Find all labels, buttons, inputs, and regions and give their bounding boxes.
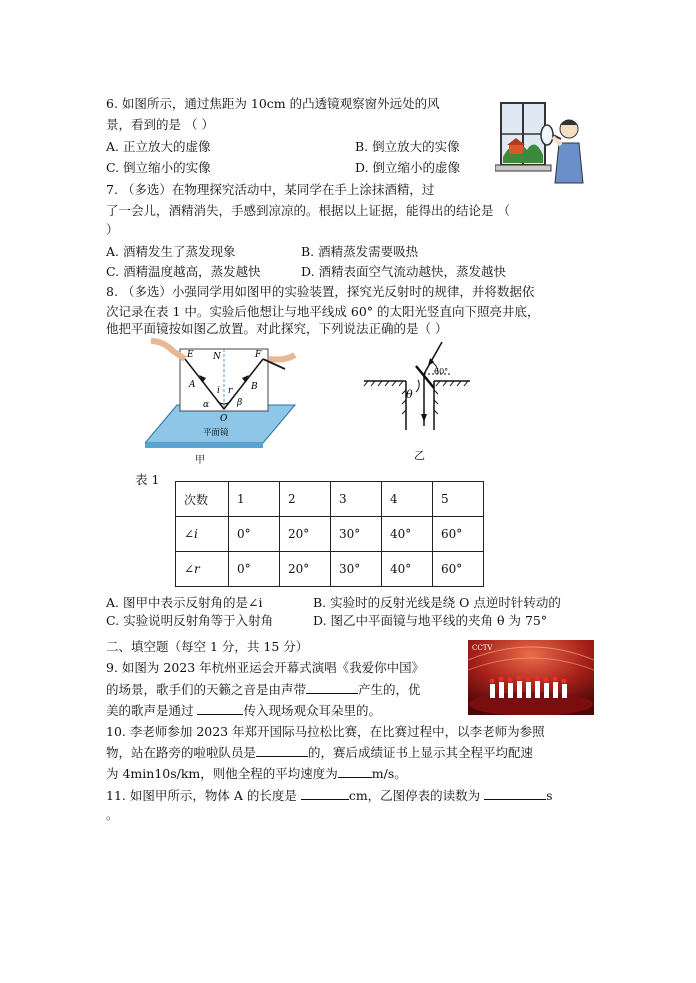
reflection-apparatus-figure [145,335,305,463]
q6-stem-line1: 6. 如图所示，通过焦距为 10cm 的凸透镜观察窗外远处的风 [106,96,440,111]
q7-option-c: C. 酒精温度越高，蒸发越快 [106,264,261,279]
table-cell: 60° [433,552,484,587]
fig-jia-label-r: r [228,386,233,396]
q10-stem-line2 [106,744,533,762]
table-cell: 20° [280,552,331,587]
reflection-data-table [175,481,484,587]
table-cell: 20° [280,517,331,552]
fig-jia-label-alpha: α [203,400,210,410]
fig-jia-caption: 甲 [195,455,205,466]
cctv-logo: CCTV [472,644,493,652]
fig-jia-label-b: B [251,382,258,392]
q7-option-b: B. 酒精蒸发需要吸热 [301,244,419,259]
answer-blank[interactable] [306,681,358,694]
q10-text: 的，赛后成绩证书上显示其全程平均配速 [308,745,534,760]
section-fill-blank-title: 二、填空题（每空 1 分，共 15 分） [106,639,309,654]
fig-jia-label-e: E [187,350,194,360]
fig-jia-label-i: i [217,386,220,396]
answer-blank[interactable] [256,744,308,757]
q9-text: 的场景，歌手们的天籁之音是由声带 [106,682,307,697]
table-cell: 40° [382,517,433,552]
fig-jia-label-n: N [213,352,221,362]
q9-stem-line2 [106,681,421,699]
fig-yi-theta-label: θ [406,388,413,401]
q8-option-c: C. 实验说明反射角等于入射角 [106,613,274,628]
fig-jia-mirror-label: 平面镜 [203,428,229,438]
well-mirror-figure [358,338,474,434]
q11-stem-line2: 。 [106,807,119,822]
q6-stem-line2: 景，看到的是 （ ） [106,117,214,132]
q11-text: s [546,788,553,803]
table-cell: 60° [433,517,484,552]
q7-stem-line2: 了一会儿，酒精消失，手感到凉凉的。根据以上证据，能得出的结论是 （ [106,203,510,218]
answer-blank[interactable] [301,787,349,800]
q11-text: 11. 如图甲所示，物体 A 的长度是 [106,788,301,803]
q6-option-a: A. 正立放大的虚像 [106,139,211,154]
q11-stem-line1 [106,787,553,805]
q11-text: cm，乙图停表的读数为 [348,788,485,803]
answer-blank[interactable] [338,765,372,778]
table-header-cell: 4 [382,482,433,517]
q8-option-a: A. 图甲中表示反射角的是∠i [106,595,263,610]
q8-stem-line3: 他把平面镜按如图乙放置。对此探究，下列说法正确的是（ ） [106,321,448,336]
answer-blank[interactable] [484,787,546,800]
q7-option-a: A. 酒精发生了蒸发现象 [106,244,236,259]
q10-text: m/s。 [371,766,407,781]
q6-option-c: C. 倒立缩小的实像 [106,160,211,175]
table-row-label: ∠i [176,517,229,552]
q6-option-b: B. 倒立放大的实像 [355,139,460,154]
q9-stem-line1: 9. 如图为 2023 年杭州亚运会开幕式演唱《我爱你中国》 [106,660,425,675]
table-row-reflection [176,552,484,587]
answer-blank[interactable] [197,702,243,715]
q10-stem-line1: 10. 李老师参加 2023 年郑开国际马拉松比赛，在比赛过程中，以李老师为参照 [106,724,545,739]
table-header-cell: 1 [229,482,280,517]
q7-option-d: D. 酒精表面空气流动越快，蒸发越快 [301,264,507,279]
table-row-label: ∠r [176,552,229,587]
q9-text: 产生的，优 [358,682,421,697]
q6-option-d: D. 倒立缩小的虚像 [355,160,461,175]
table-header-cell: 2 [280,482,331,517]
q10-stem-line3 [106,765,407,783]
fig-jia-label-o: O [220,414,228,424]
q8-option-d: D. 图乙中平面镜与地平线的夹角 θ 为 75° [313,613,548,628]
q10-text: 为 4min10s/km，则他全程的平均速度为 [106,766,338,781]
table-cell: 0° [229,552,280,587]
fig-jia-label-f: F [255,350,262,360]
q8-stem-line1: 8. （多选）小强同学用如图甲的实验装置，探究光反射时的规律，并将数据依 [106,284,535,299]
table-header-row [176,482,484,517]
lens-window-figure [495,95,589,185]
asian-games-ceremony-photo [468,640,594,715]
fig-yi-caption: 乙 [414,449,425,462]
table-header-cell: 5 [433,482,484,517]
fig-jia-label-beta: β [237,398,243,408]
table-cell: 30° [331,517,382,552]
q10-text: 物，站在路旁的啦啦队员是 [106,745,257,760]
q9-text: 传入现场观众耳朵里的。 [243,703,381,718]
table-header-cell: 3 [331,482,382,517]
fig-jia-label-a: A [189,380,196,390]
q7-stem-line1: 7. （多选）在物理探究活动中，某同学在手上涂抹酒精，过 [106,182,435,197]
table-title: 表 1 [135,472,160,487]
table-header-cell: 次数 [176,482,229,517]
q7-stem-line3: ） [106,222,119,237]
fig-yi-angle-label: 60° [434,367,449,376]
q8-option-b: B. 实验时的反射光线是绕 O 点逆时针转动的 [313,595,561,610]
table-row-incidence [176,517,484,552]
q9-text: 美的歌声是通过 [106,703,198,718]
table-cell: 40° [382,552,433,587]
q8-stem-line2: 次记录在表 1 中。实验后他想让与地平线成 60° 的太阳光竖直向下照亮井底， [106,304,540,319]
table-cell: 0° [229,517,280,552]
table-cell: 30° [331,552,382,587]
q9-stem-line3 [106,702,381,720]
